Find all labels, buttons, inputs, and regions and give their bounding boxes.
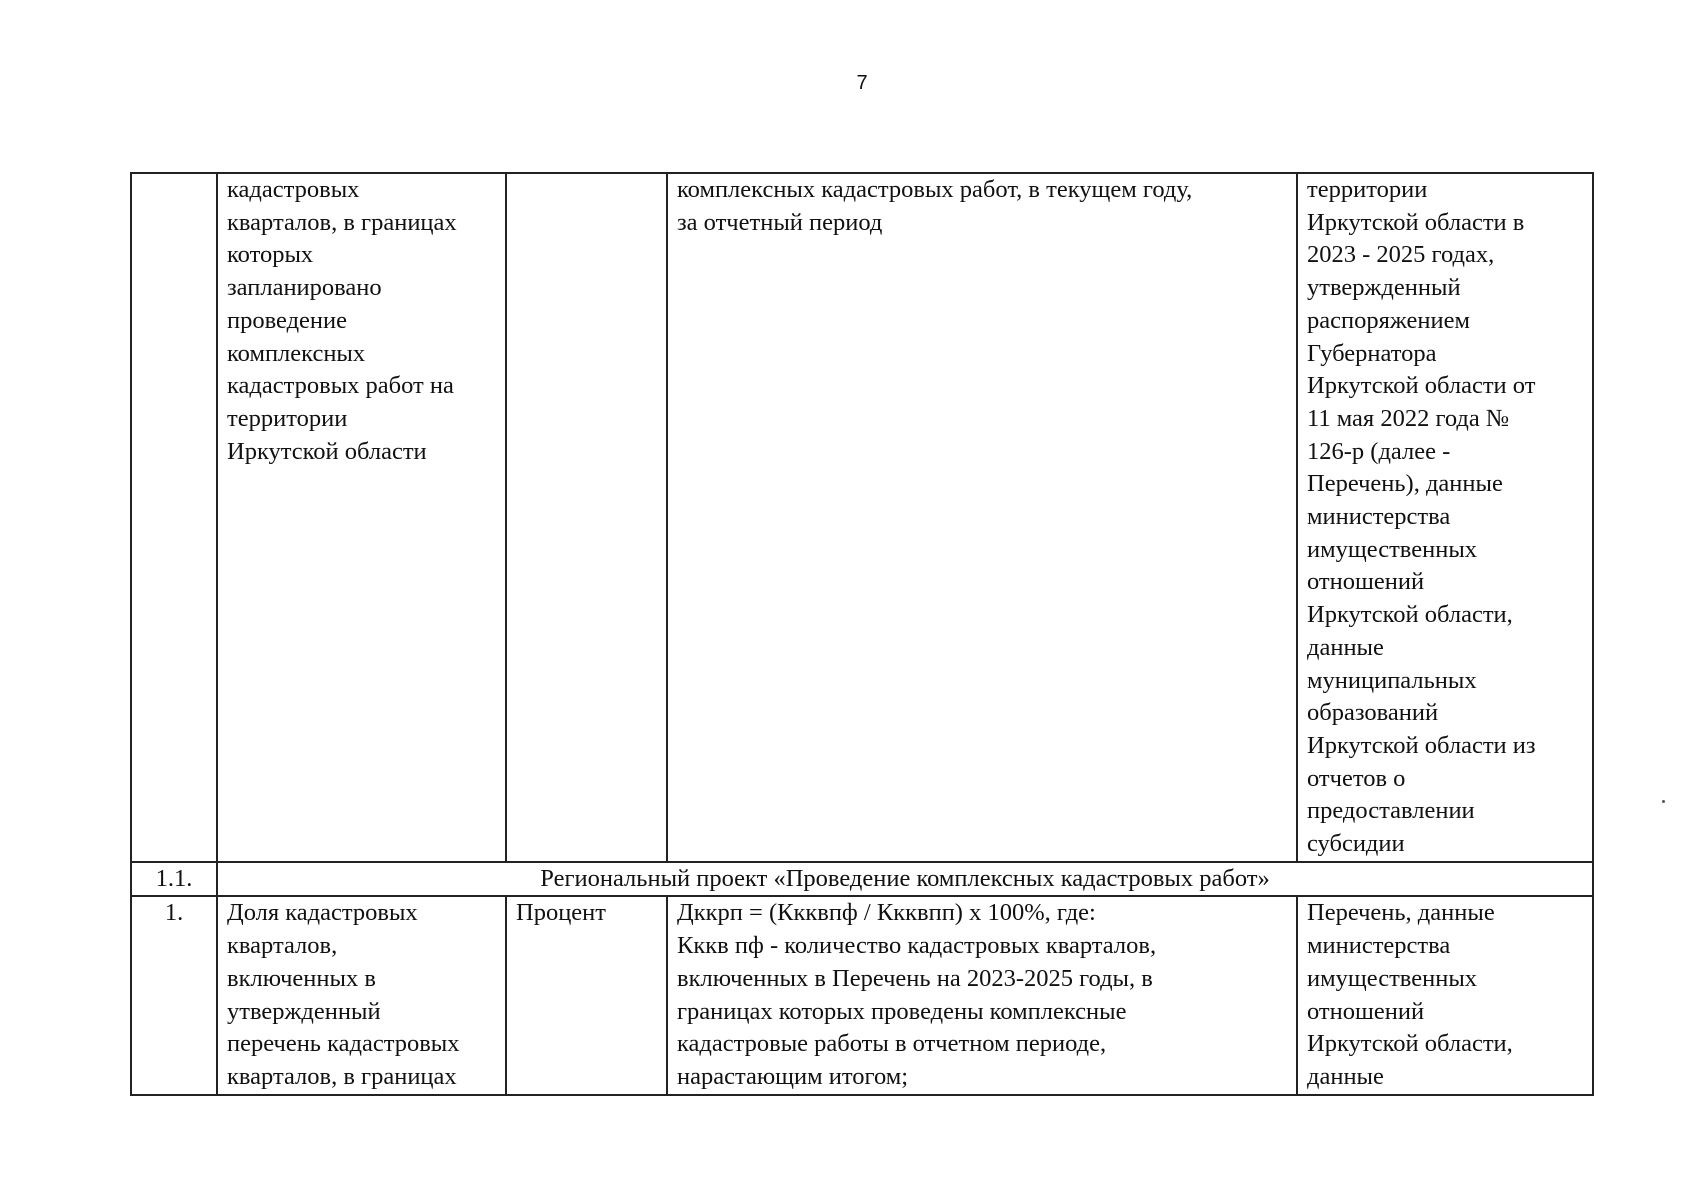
table-row-section [131,862,1593,897]
cell-indicator-name: кадастровых кварталов, в границах которых запланировано проведение комплексных кадастровых работ на территории Иркутской области [217,173,506,862]
cell-unit [506,173,667,862]
page-number: 7 [856,72,868,94]
cell-number [131,173,217,862]
cell-data-source: Перечень, данные министерства имущественных отношений Иркутской области, данные [1297,896,1593,1094]
section-title: Региональный проект «Проведение комплексных кадастровых работ» [217,862,1593,897]
cell-calculation-method: комплексных кадастровых работ, в текущем году, за отчетный период [667,173,1297,862]
cell-unit: Процент [506,896,667,1094]
table-row-continuation [131,173,1593,862]
table-row-indicator [131,896,1593,1094]
cell-data-source: территории Иркутской области в 2023 - 2025 годах, утвержденный распоряжением Губернатора Иркутской области от 11 мая 2022 года № 126-р (далее - Перечень), данные министерства имущественных отношений Иркутской области, данные муниципальных образований Иркутской области из отчетов о предоставлении субсидии [1297,173,1593,862]
indicators-table [130,172,1594,1096]
cell-indicator-name: Доля кадастровых кварталов, включенных в утвержденный перечень кадастровых кварталов, в границах [217,896,506,1094]
section-number: 1.1. [131,862,217,897]
scan-artifact-dot [1662,800,1665,803]
cell-calculation-method: Дккрп = (Ккквпф / Ккквпп) х 100%, где: Кккв пф - количество кадастровых кварталов, включенных в Перечень на 2023-2025 годы, в границах которых проведены комплексные кадастровые работы в отчетном периоде, нарастающим итогом; [667,896,1297,1094]
cell-number: 1. [131,896,217,1094]
